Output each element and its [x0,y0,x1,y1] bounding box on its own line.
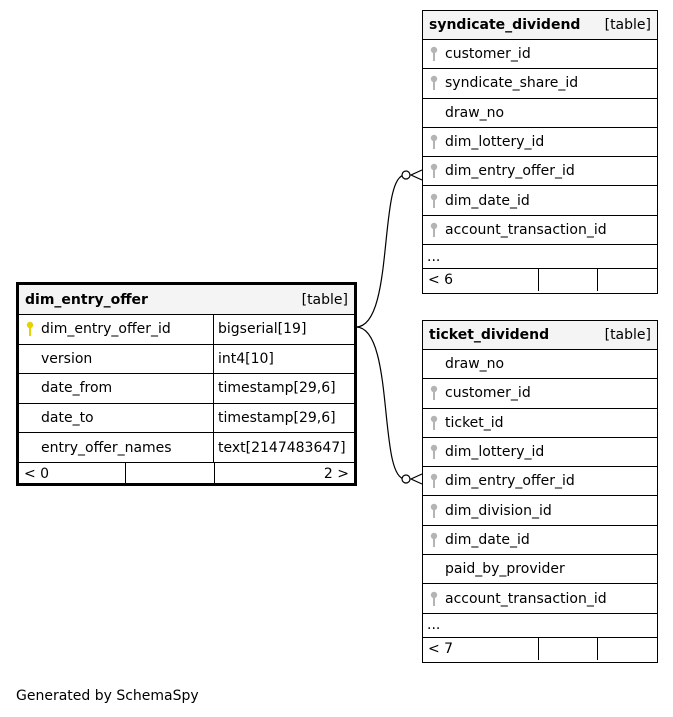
column-name-cell [423,186,657,214]
column-name-cell [19,404,214,433]
table-footer [423,638,657,660]
column-row[interactable] [19,374,354,404]
column-row[interactable] [423,186,657,215]
column-row[interactable] [423,40,657,69]
footer-empty-cell [598,638,657,660]
foreign-key-icon [423,186,445,214]
key-icon-slot [19,404,41,433]
relationship-line-syndicate-dividend [356,175,405,327]
column-row[interactable] [19,345,354,375]
column-name: draw_no [445,104,505,121]
zero-cardinality-marker [402,475,410,483]
column-name-cell [423,555,657,583]
foreign-key-icon [423,69,445,97]
column-name-cell [423,526,657,554]
footer-parents-count: < 0 [19,463,126,485]
relationship-line-ticket-dividend [356,327,405,479]
table-dim-entry-offer[interactable] [16,282,357,486]
key-icon-slot [423,555,445,583]
table-header [423,321,657,350]
column-name: paid_by_provider [445,561,565,578]
column-name: syndicate_share_id [445,75,579,92]
column-name: dim_entry_offer_id [445,163,575,180]
column-name-cell [423,350,657,378]
ellipsis: ... [427,617,441,634]
column-name-cell [19,374,214,403]
foreign-key-icon [423,438,445,466]
foreign-key-icon [423,157,445,185]
column-row[interactable] [423,128,657,157]
column-row[interactable] [423,496,657,525]
foreign-key-icon [423,128,445,156]
table-syndicate-dividend[interactable] [422,10,658,294]
column-name: account_transaction_id [445,590,607,607]
table-header [423,11,657,40]
foreign-key-icon [423,496,445,524]
column-name-cell [423,40,657,68]
key-icon-slot [19,374,41,403]
footer-parents-count: < 7 [423,638,539,660]
column-name: entry_offer_names [41,439,172,456]
column-row[interactable] [19,315,354,345]
key-icon-slot [423,350,445,378]
column-row[interactable] [423,438,657,467]
table-footer [19,463,354,485]
column-name-cell [423,496,657,524]
ellipsis: ... [427,248,441,265]
column-name-cell [423,409,657,437]
table-name: dim_entry_offer [25,291,148,308]
column-row[interactable] [423,467,657,496]
column-name-cell [19,315,214,344]
many-crowfoot-marker [411,474,422,484]
column-row[interactable] [423,379,657,408]
column-name: dim_entry_offer_id [445,473,575,490]
column-type: text[2147483647] [218,439,346,456]
column-type: int4[10] [218,350,274,367]
footer-children-count: 2 > [323,465,349,482]
key-icon-slot [19,345,41,374]
column-row[interactable] [423,216,657,245]
column-row[interactable] [423,99,657,128]
column-row[interactable] [423,157,657,186]
foreign-key-icon [423,216,445,244]
footer-empty-cell [539,638,598,660]
footer-empty-cell [598,269,657,291]
column-name-cell [423,157,657,185]
more-columns-row [423,245,657,269]
column-name-cell [423,379,657,407]
table-kind: [table] [604,17,651,33]
column-row[interactable] [423,555,657,584]
column-name: customer_id [445,385,531,402]
foreign-key-icon [423,379,445,407]
column-name-cell [423,467,657,495]
column-row[interactable] [423,409,657,438]
many-crowfoot-marker [411,170,422,180]
column-name-cell [423,438,657,466]
primary-key-icon [19,315,41,344]
column-name: dim_lottery_id [445,444,545,461]
column-row[interactable] [19,404,354,434]
column-type: timestamp[29,6] [218,380,336,397]
column-name: draw_no [445,356,505,373]
column-name-cell [423,584,657,612]
column-name-cell [423,69,657,97]
column-type: bigserial[19] [218,321,307,338]
table-name: syndicate_dividend [429,17,581,33]
column-name: dim_lottery_id [445,134,545,151]
column-name: version [41,350,93,367]
column-type: timestamp[29,6] [218,410,336,427]
column-name: dim_division_id [445,502,552,519]
column-name: date_from [41,380,113,397]
column-name-cell [423,216,657,244]
column-row[interactable] [423,526,657,555]
column-name: dim_date_id [445,192,530,209]
column-name: account_transaction_id [445,221,607,238]
key-icon-slot [423,99,445,127]
column-name: dim_date_id [445,531,530,548]
table-kind: [table] [301,291,348,308]
column-name: ticket_id [445,414,504,431]
column-name-cell [19,433,214,462]
zero-cardinality-marker [402,171,410,179]
key-icon-slot [19,433,41,462]
foreign-key-icon [423,409,445,437]
column-name: customer_id [445,46,531,63]
foreign-key-icon [423,40,445,68]
column-name-cell [423,128,657,156]
more-columns-row [423,614,657,638]
column-row[interactable] [19,433,354,463]
table-footer [423,269,657,291]
column-row[interactable] [423,584,657,613]
generated-by-caption: Generated by SchemaSpy [16,688,199,704]
table-kind: [table] [604,327,651,343]
table-ticket-dividend[interactable] [422,320,658,663]
column-name: dim_entry_offer_id [41,321,171,338]
table-header [19,285,354,315]
column-name-cell [423,99,657,127]
column-row[interactable] [423,350,657,379]
footer-empty-cell [126,463,215,485]
column-row[interactable] [423,69,657,98]
foreign-key-icon [423,526,445,554]
table-name: ticket_dividend [429,327,550,343]
column-name-cell [19,345,214,374]
foreign-key-icon [423,584,445,612]
footer-parents-count: < 6 [423,269,539,291]
foreign-key-icon [423,467,445,495]
footer-empty-cell [539,269,598,291]
column-name: date_to [41,410,94,427]
